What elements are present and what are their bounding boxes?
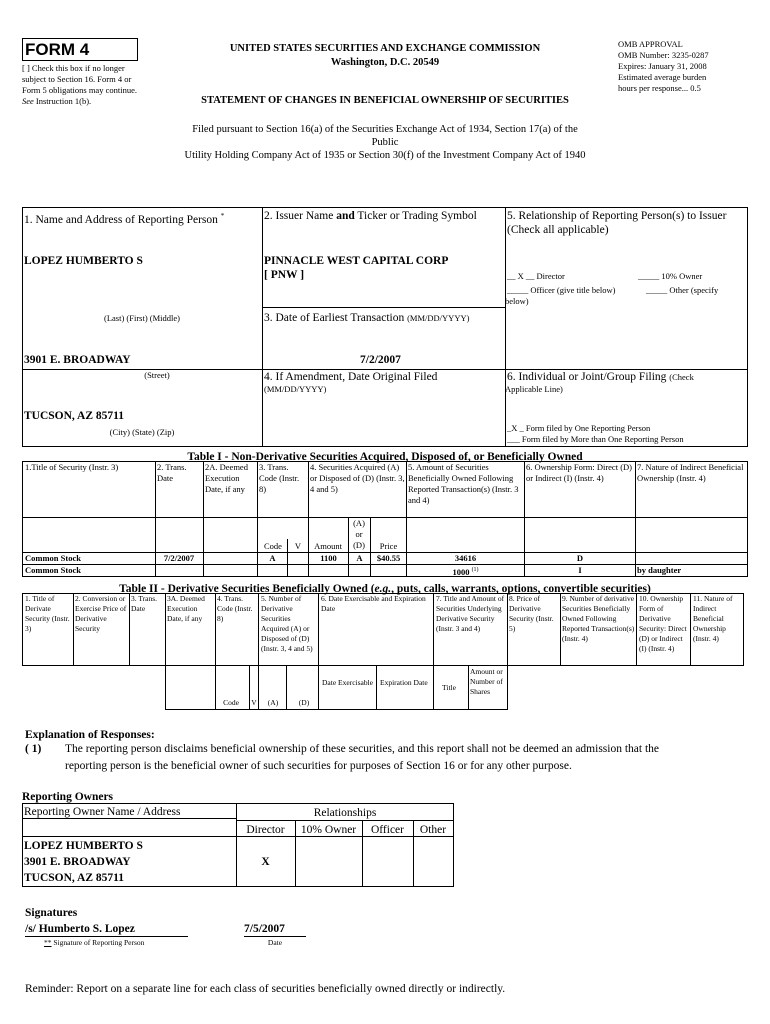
- check-note-see: See: [22, 96, 34, 106]
- t1-r1-code: A: [269, 553, 276, 563]
- owners-col-director: Director: [246, 824, 285, 836]
- t1-r2-owned: [407, 565, 524, 578]
- check-note: [22, 63, 150, 107]
- t1-sub-code: Code: [264, 541, 282, 551]
- t1-r1-date: 7/2/2007: [163, 553, 195, 563]
- t1-sub-aord: (A) or (D): [353, 518, 365, 550]
- t2-sub-amount: Amount or Number of Shares: [470, 667, 503, 696]
- t1-sub-price: Price: [379, 541, 398, 551]
- t2-h-date: 3. Trans. Date: [131, 594, 158, 613]
- box2-label-a: 2. Issuer Name: [264, 210, 334, 222]
- reporting-person-name: LOPEZ HUMBERTO S: [24, 255, 143, 267]
- t2-h-exercisable: 6. Date Exercisable and Expiration Date: [321, 594, 426, 613]
- omb-line-5: hours per response... 0.5: [618, 83, 701, 93]
- t2-h-number: 5. Number of Derivative Securities Acquired (A) or Disposed of (D) (Instr. 3, 4 and 5): [261, 594, 313, 653]
- owners-col-other: Other: [419, 824, 447, 836]
- other-checkbox[interactable]: _____ Other (specify: [646, 285, 719, 295]
- director-checkbox[interactable]: __ X __ Director: [507, 271, 565, 281]
- signature-asterisk-link[interactable]: **: [44, 938, 52, 947]
- signature-label-text: Signature of Reporting Person: [53, 938, 145, 947]
- filed-pursuant: [120, 123, 650, 162]
- t1-h-deemed: 2A. Deemed Execution Date, if any: [205, 462, 248, 494]
- t1-r1-form: D: [576, 553, 584, 563]
- earliest-transaction-date: 7/2/2007: [360, 354, 401, 366]
- filed-line-1: Filed pursuant to Section 16(a) of the Securities Exchange Act of 1934, Section 17(a) of the: [192, 124, 578, 135]
- box4-label: 4. If Amendment, Date Original Filed: [264, 371, 438, 383]
- t2-h-conversion: 2. Conversion or Exercise Price of Derivative Security: [75, 594, 127, 633]
- table1-title: Table I - Non-Derivative Securities Acquired, Disposed of, or Beneficially Owned: [187, 451, 583, 463]
- box1-asterisk: *: [220, 212, 225, 220]
- t1-h-code: 3. Trans. Code (Instr. 8): [259, 462, 300, 494]
- reporting-owners-heading: Reporting Owners: [22, 791, 114, 803]
- table2-title-b: , puts, calls, warrants, options, convertible securities): [391, 583, 651, 595]
- check-note-text: [ ] Check this box if no longer subject to Section 16. Form 4 or Form 5 obligations may continue.: [22, 63, 137, 95]
- t1-h-nature: 7. Nature of Indirect Beneficial Ownership (Instr. 4): [637, 462, 744, 483]
- t2-h-ownership-form: 10. Ownership Form of Derivative Security: Direct (D) or Indirect (I) (Instr. 4): [639, 594, 687, 653]
- explanation-heading: Explanation of Responses:: [25, 729, 155, 741]
- t1-r1-security: Common Stock: [25, 553, 81, 563]
- t2-h-nature: 11. Nature of Indirect Beneficial Ownership (Instr. 4): [693, 594, 733, 643]
- name-parts-label: (Last) (First) (Middle): [103, 313, 180, 323]
- box5-label: [507, 209, 751, 237]
- t2-sub-exercisable: Date Exercisable: [322, 678, 374, 687]
- reporting-person-city: TUCSON, AZ 85711: [24, 410, 125, 422]
- omb-line-2: OMB Number: 3235-0287: [618, 50, 709, 60]
- t1-h-amount-owned: 5. Amount of Securities Beneficially Owned Following Reported Transaction(s) (Instr. 3 and 4): [408, 462, 519, 505]
- box2-label-b: Ticker or Trading Symbol: [357, 210, 477, 222]
- omb-line-3: Expires: January 31, 2008: [618, 61, 707, 71]
- t2-h-code: 4. Trans. Code (Instr. 8): [217, 594, 253, 623]
- footnote-text-2: reporting person is the beneficial owner of such securities for purposes of Section 16 or for any other purpose.: [65, 760, 572, 772]
- issuer-name: PINNACLE WEST CAPITAL CORP: [264, 255, 449, 267]
- box5-sub: (Check all applicable): [507, 224, 609, 236]
- box5-label-text: 5. Relationship of Reporting Person(s) to Issuer: [507, 210, 727, 222]
- box3-label-text: 3. Date of Earliest Transaction: [264, 312, 405, 324]
- t1-r2-owned-value: 1000: [452, 566, 470, 577]
- owner-city: TUCSON, AZ 85711: [24, 872, 125, 884]
- t1-r2-form: I: [578, 565, 582, 575]
- signature-date: 7/5/2007: [244, 922, 306, 937]
- owners-col-ten-percent: 10% Owner: [300, 824, 357, 836]
- t1-r2-footnote-link[interactable]: (1): [471, 567, 479, 573]
- box1-label-text: 1. Name and Address of Reporting Person: [24, 213, 218, 226]
- omb-line-4: Estimated average burden: [618, 72, 707, 82]
- omb-line-1: OMB APPROVAL: [618, 39, 683, 49]
- box3-format: (MM/DD/YYYY): [407, 313, 470, 323]
- t1-r1-amount: 1100: [320, 553, 337, 563]
- t2-h-title: 1. Title of Derivate Security (Instr. 3): [25, 594, 70, 633]
- t2-h-underlying: 7. Title and Amount of Securities Underlying Derivative Security (Instr. 3 and 4): [436, 594, 505, 633]
- signature-label: [44, 938, 144, 948]
- t2-sub-d: (D): [298, 698, 310, 707]
- reminder: Reminder: Report on a separate line for each class of securities beneficially owned directly or indirectly.: [25, 983, 506, 995]
- statement-title: STATEMENT OF CHANGES IN BENEFICIAL OWNERSHIP OF SECURITIES: [201, 95, 569, 106]
- one-person-filing[interactable]: _X _ Form filed by One Reporting Person: [507, 423, 651, 433]
- box2-label: [264, 209, 477, 223]
- t1-sub-amount: Amount: [314, 541, 342, 551]
- filed-line-3: Utility Holding Company Act of 1935 or Section 30(f) of the Investment Company Act of 1940: [184, 150, 586, 161]
- multiple-person-filing[interactable]: ___ Form filed by More than One Reporting Person: [507, 434, 684, 444]
- owner-street: 3901 E. BROADWAY: [24, 856, 131, 868]
- owner-name: LOPEZ HUMBERTO S: [24, 840, 143, 852]
- t1-r1-owned: 34616: [454, 553, 477, 563]
- box4-format: (MM/DD/YYYY): [264, 384, 327, 394]
- box3-label: [264, 311, 469, 325]
- table2-title-a: Table II - Derivative Securities Beneficially Owned (: [119, 583, 375, 595]
- t2-sub-a: (A): [267, 698, 279, 707]
- officer-checkbox[interactable]: _____ Officer (give title below): [507, 285, 616, 295]
- t1-h-ownership: 6. Ownership Form: Direct (D) or Indirect (I) (Instr. 4): [526, 462, 632, 483]
- owners-col-name: Reporting Owner Name / Address: [24, 806, 181, 818]
- t1-h-date: 2. Trans. Date: [157, 462, 187, 483]
- reporting-person-grid: [22, 207, 748, 447]
- agency-city: Washington, D.C. 20549: [330, 57, 440, 68]
- signer-name: /s/ Humberto S. Lopez: [25, 922, 188, 937]
- t1-sub-v: V: [294, 541, 302, 551]
- omb-approval: [618, 39, 758, 94]
- box6-label: [507, 370, 694, 384]
- t1-h-title: 1.Title of Security (Instr. 3): [25, 462, 119, 472]
- signature-date-label: Date: [267, 938, 283, 947]
- filed-line-2: Public: [371, 137, 399, 148]
- form-title: FORM 4: [25, 40, 90, 59]
- t2-h-deemed: 3A. Deemed Execution Date, if any: [167, 594, 205, 623]
- table2-title-eg: e.g.: [374, 583, 392, 595]
- box6-applicable: Applicable Line): [505, 384, 563, 394]
- footnote-number: ( 1): [25, 743, 42, 755]
- footnote-text: [65, 742, 755, 773]
- t2-sub-code: Code: [223, 698, 239, 707]
- box6-label-text: 6. Individual or Joint/Group Filing: [507, 371, 667, 383]
- t2-sub-v: V: [251, 698, 257, 707]
- street-label: (Street): [144, 370, 170, 380]
- box1-label: [24, 209, 224, 227]
- t1-r1-price: $40.55: [376, 553, 401, 563]
- reporting-person-street: 3901 E. BROADWAY: [24, 354, 131, 366]
- box5-below: below): [505, 296, 529, 306]
- box2-label-and: and: [336, 210, 355, 222]
- t2-h-price: 8. Price of Derivative Security (Instr. 5): [509, 594, 554, 633]
- owner-director-mark: X: [261, 856, 270, 868]
- check-note-end: Instruction 1(b).: [35, 96, 92, 106]
- owners-col-relationships: Relationships: [313, 807, 377, 819]
- t2-sub-expiration: Expiration Date: [380, 678, 428, 687]
- t1-r2-nature: by daughter: [637, 565, 682, 575]
- signatures-heading: Signatures: [25, 907, 78, 919]
- owners-col-officer: Officer: [371, 824, 404, 836]
- form-title-box: [22, 38, 138, 61]
- t1-r2-security: Common Stock: [25, 565, 81, 575]
- ten-percent-owner-checkbox[interactable]: _____ 10% Owner: [638, 271, 703, 281]
- agency-name: UNITED STATES SECURITIES AND EXCHANGE COMMISSION: [229, 43, 541, 54]
- t1-h-acquired: 4. Securities Acquired (A) or Disposed of (D) (Instr. 3, 4 and 5): [310, 462, 405, 494]
- city-label: (City) (State) (Zip): [109, 427, 175, 437]
- t1-r1-aord: A: [356, 553, 363, 563]
- box6-check: (Check: [669, 372, 694, 382]
- t2-h-derivative-owned: 9. Number of derivative Securities Beneficially Owned Following Reported Transaction(s) (Instr. 4): [562, 594, 635, 643]
- footnote-text-1: The reporting person disclaims beneficial ownership of these securities, and this report shall not be deemed an admission that the: [65, 743, 660, 755]
- t2-sub-title: Title: [442, 683, 456, 692]
- issuer-ticker: [ PNW ]: [264, 269, 305, 281]
